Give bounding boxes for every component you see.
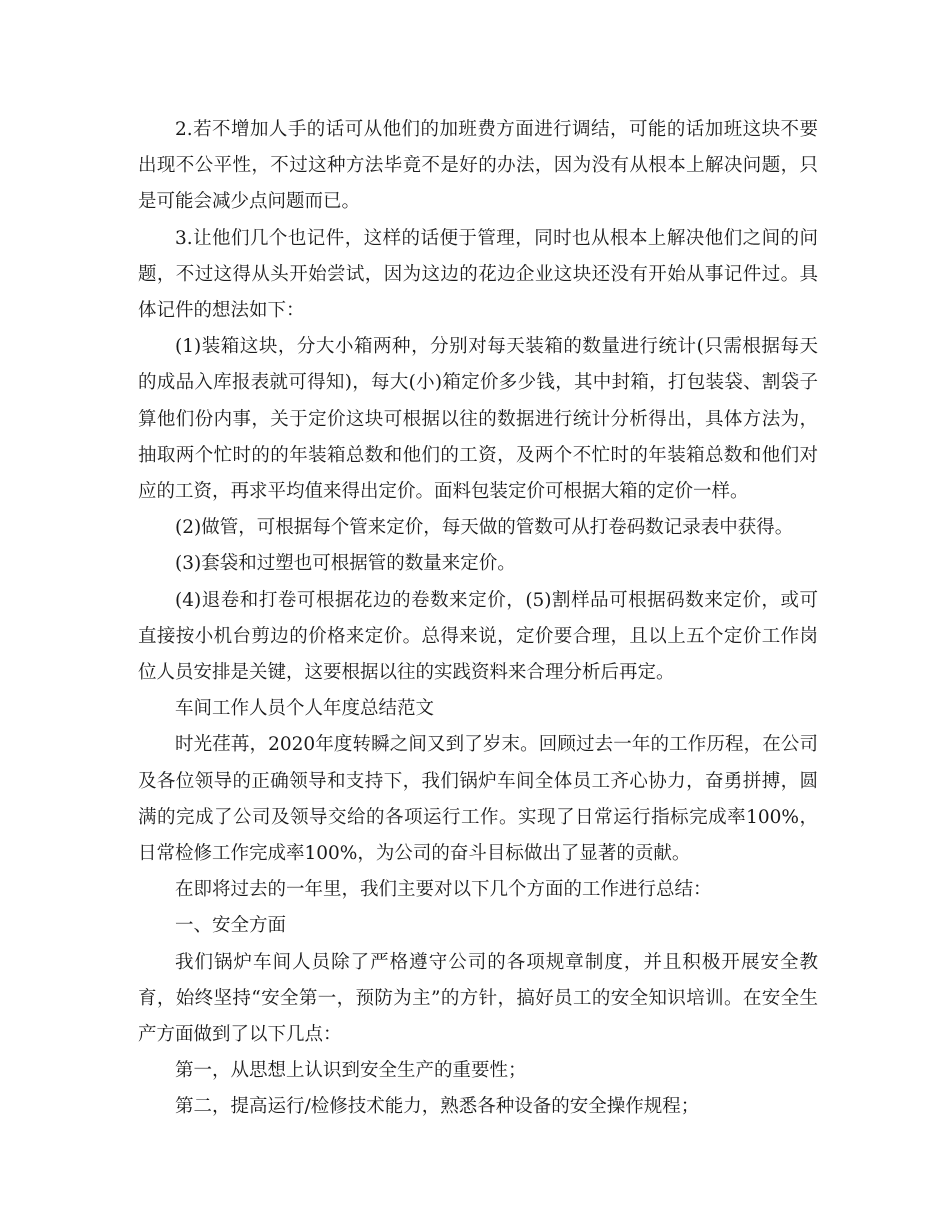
paragraph-bagging-pricing: (3)套袋和过塑也可根据管的数量来定价。	[175, 553, 516, 575]
paragraph-summary-intro: 在即将过去的一年里，我们主要对以下几个方面的工作进行总结：	[175, 879, 712, 901]
paragraph-piecework-proposal: 3.让他们几个也记件，这样的话便于管理，同时也从根本上解决他们之间的问题，不过这得从头开始尝试，因为这边的花边企业这块还没有开始从事记件过。具体记件的想法如下：	[138, 227, 818, 322]
paragraph-safety-education: 我们锅炉车间人员除了严格遵守公司的各项规章制度，并且积极开展安全教育，始终坚持“安全第一，预防为主”的方针，搞好员工的安全知识培训。在安全生产方面做到了以下几点：	[138, 951, 818, 1046]
paragraph-year-review: 时光荏苒，2020年度转瞬之间又到了岁末。回顾过去一年的工作历程，在公司及各位领导的正确领导和支持下，我们锅炉车间全体员工齐心协力，奋勇拼搏，圆满的完成了公司及领导交给的各项运行工作。实现了日常运行指标完成率100%，日常检修工作完成率100%，为公司的奋斗目标做出了显著的贡献。	[138, 734, 818, 865]
section-title: 车间工作人员个人年度总结范文	[175, 698, 435, 720]
paragraph-roll-pricing: (4)退卷和打卷可根据花边的卷数来定价，(5)割样品可根据码数来定价，或可直接按小机台剪边的价格来定价。总得来说，定价要合理，且以上五个定价工作岗位人员安排是关键，这要根据以往的实践资料来合理分析后再定。	[138, 589, 818, 684]
paragraph-packing-pricing: (1)装箱这块，分大小箱两种，分别对每天装箱的数量进行统计(只需根据每天的成品入库报表就可得知)，每大(小)箱定价多少钱，其中封箱，打包装袋、割袋子算他们份内事，关于定价这块可根据以往的数据进行统计分析得出，具体方法为，抽取两个忙时的的年装箱总数和他们的工资，及两个不忙时的年装箱总数和他们对应的工资，再求平均值来得出定价。面料包装定价可根据大箱的定价一样。	[138, 336, 818, 503]
paragraph-tube-pricing: (2)做管，可根据每个管来定价，每天做的管数可从打卷码数记录表中获得。	[175, 517, 794, 539]
paragraph-overtime-adjustment: 2.若不增加人手的话可从他们的加班费方面进行调结，可能的话加班这块不要出现不公平性，不过这种方法毕竟不是好的办法，因为没有从根本上解决问题，只是可能会减少点问题而已。	[138, 119, 818, 213]
list-item-second: 第二，提高运行/检修技术能力，熟悉各种设备的安全操作规程；	[175, 1096, 700, 1118]
document-body	[138, 112, 818, 1126]
heading-safety: 一、安全方面	[175, 915, 287, 937]
list-item-first: 第一，从思想上认识到安全生产的重要性；	[175, 1060, 527, 1082]
